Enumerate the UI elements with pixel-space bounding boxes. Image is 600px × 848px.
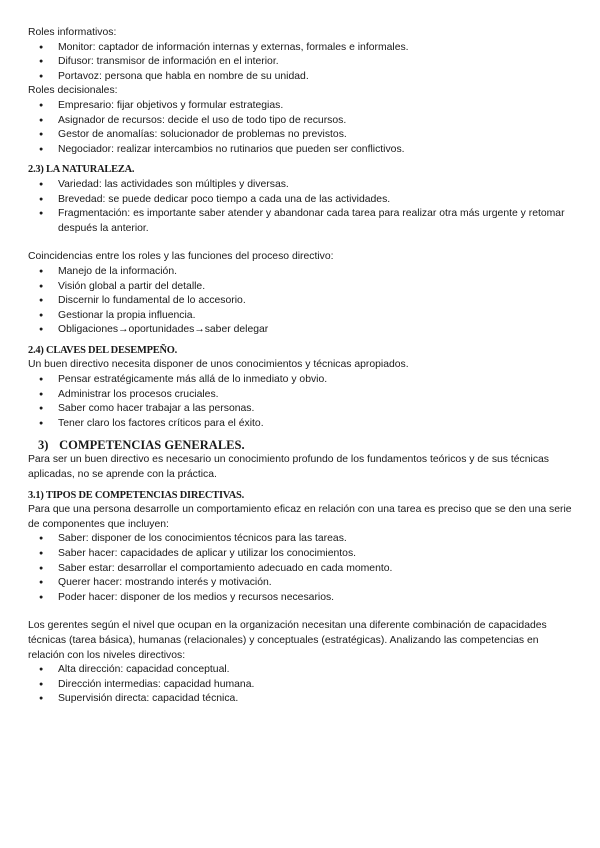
list-item: ● Saber: disponer de los conocimientos técnicos para las tareas. [28,532,576,547]
tipos-heading: 3.1) TIPOS DE COMPETENCIAS DIRECTIVAS. [28,489,245,501]
claves-heading: 2.4) CLAVES DEL DESEMPEÑO. [28,344,178,356]
list-item: ● Pensar estratégicamente más allá de lo inmediato y obvio. [28,373,576,388]
list-item: ● Variedad: las actividades son múltiples y diversas. [28,178,576,193]
roles-informativos-list [28,41,576,85]
list-item: ● Fragmentación: es importante saber atender y abandonar cada tarea para realizar otra más urgente y retomar después la anterior. [28,207,576,236]
gerentes-list [28,663,576,707]
list-item: ● Gestionar la propia influencia. [28,309,576,324]
competencias-intro: Para ser un buen directivo es necesario un conocimiento profundo de los fundamentos teóricos y de sus técnicas aplicadas, no se aprende con la práctica. [28,454,549,481]
roles-decisionales-title: Roles decisionales: [28,85,118,97]
list-item: ● Tener claro los factores críticos para el éxito. [28,417,576,432]
list-item: ● Difusor: transmisor de información en el interior. [28,55,576,70]
list-item: ● Querer hacer: mostrando interés y motivación. [28,576,576,591]
list-item: ● Portavoz: persona que habla en nombre de su unidad. [28,70,576,85]
competencias-heading [28,437,576,453]
list-item: ● Brevedad: se puede dedicar poco tiempo a cada una de las actividades. [28,193,576,208]
list-item: ● Dirección intermedias: capacidad humana. [28,678,576,693]
naturaleza-list [28,178,576,236]
list-item: ● Saber hacer: capacidades de aplicar y utilizar los conocimientos. [28,547,576,562]
list-item: ● Monitor: captador de información internas y externas, formales e informales. [28,41,576,56]
gerentes-intro: Los gerentes según el nivel que ocupan en la organización necesitan una diferente combinación de capacidades técnicas (tarea básica), humanas (relacionales) y conceptuales (estratégicas). Analizando las competencias en relación con los niveles directivos: [28,620,547,661]
tipos-intro: Para que una persona desarrolle un comportamiento eficaz en relación con una tarea es preciso que se den una serie de componentes que incluyen: [28,504,572,530]
list-item: ● Visión global a partir del detalle. [28,280,576,295]
list-item: ● Asignador de recursos: decide el uso de todo tipo de recursos. [28,114,576,129]
coincidencias-list [28,265,576,338]
list-item: ● Discernir lo fundamental de lo accesorio. [28,294,576,309]
list-item: ● Obligaciones→oportunidades→saber delegar [28,323,576,338]
list-item: ● Alta dirección: capacidad conceptual. [28,663,576,678]
naturaleza-heading: 2.3) LA NATURALEZA. [28,164,135,176]
list-item: ● Saber estar: desarrollar el comportamiento adecuado en cada momento. [28,562,576,577]
list-item: ● Administrar los procesos cruciales. [28,388,576,403]
list-item: ● Gestor de anomalías: solucionador de problemas no previstos. [28,128,576,143]
roles-decisionales-list [28,99,576,157]
list-item: ● Manejo de la información. [28,265,576,280]
competencias-number: 3) [38,438,49,453]
list-item: ● Supervisión directa: capacidad técnica. [28,692,576,707]
tipos-list [28,532,576,605]
list-item: ● Negociador: realizar intercambios no rutinarios que pueden ser conflictivos. [28,143,576,158]
roles-informativos-title: Roles informativos: [28,27,117,38]
list-item: ● Poder hacer: disponer de los medios y recursos necesarios. [28,591,576,606]
list-item: ● Saber como hacer trabajar a las personas. [28,402,576,417]
list-item: ● Empresario: fijar objetivos y formular estrategias. [28,99,576,114]
claves-intro: Un buen directivo necesita disponer de unos conocimientos y técnicas apropiados. [28,359,409,371]
document-page [28,26,576,707]
claves-list [28,373,576,431]
competencias-title: COMPETENCIAS GENERALES. [59,438,245,453]
coincidencias-title: Coincidencias entre los roles y las funciones del proceso directivo: [28,251,334,263]
